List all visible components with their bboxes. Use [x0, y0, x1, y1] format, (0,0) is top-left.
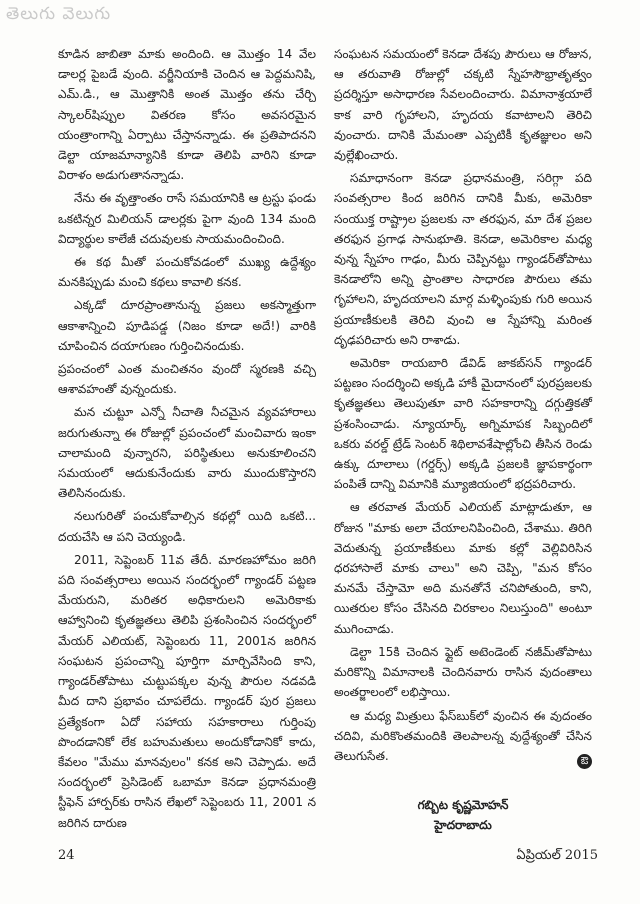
paragraph: డెల్టా 15కి చెందిన ఫ్లైట్ అటెండెంట్ నజీమ్‌తోపాటు మరికొన్ని విమానాలకి చెందినవారు రాసిన వుదంతాలు అంతర్జాలంలో లభిస్తాయి.	[334, 644, 592, 700]
paragraph: అమెరికా రాయబారి డేవిడ్ జాకబ్‌సన్ గ్యాండర్ పట్టణం సందర్శించి అక్కడి హాకీ మైదానంలో పురప్రజలకు కృతజ్ఞతలు తెలుపుతూ వారి సహకారాన్ని దగ్గుత్తికతో ప్రశంసించాడు. న్యూయార్క్ అగ్నిమాపక సిబ్బందిలో ఒకరు వరల్డ్ ట్రేడ్ సెంటర్ శిథిలావశేషాల్లోంచి తీసిన రెండు ఉక్కు దూలాలు (గర్డర్స్) అక్కడి ప్రజలకి జ్ఞాపకార్థంగా పంపితే దాన్ని విమానికి మ్యూజియంలో భద్రపరిచారు.	[334, 356, 592, 492]
paragraph: ఆ మధ్య మిత్రులు ఫేస్‌బుక్‌లో వుంచిన ఈ వుదంతం చదివి, మరికొంతమందికి తెలపాలన్న వుద్దేశ్యంతో చేసిన తెలుగుసేత.	[334, 708, 592, 763]
paragraph: కూడిన జాబితా మాకు అందింది. ఆ మొత్తం 14 వేల డాలర్ల పైబడే వుంది. వర్జీనియాకి చెందిన ఆ పెద్దమనిషి, ఎమ్.డి., ఆ మొత్తానికి అంత మొత్తం తను చేర్చి స్కాలర్‌షిప్పుల వితరణ కోసం అవసరమైన యంత్రాంగాన్ని ఏర్పాటు చేస్తానన్నాడు. ఈ ప్రతిపాదనని డెల్టా యాజమాన్యానికి కూడా తెలిపి వారిని కూడా విరాళం అడుగుతానన్నాడు.	[58, 47, 316, 183]
left-column	[58, 44, 316, 836]
page-number: 24	[58, 848, 75, 863]
article-page	[58, 44, 606, 844]
author-name: గబ్బిట కృష్ణమోహన్	[417, 798, 509, 813]
end-mark-icon: ఔ	[577, 754, 592, 769]
paragraph: సంఘటన సమయంలో కెనడా దేశపు పౌరులు ఆ రోజున, ఆ తరువాతి రోజుల్లో చక్కటి స్నేహసౌభ్రాతృత్వం ప్రదర్శిస్తూ అసాధారణ సేవలందించారు. విమానాశ్రయాలే కాక వారి గృహాలని, హృదయ కవాటాలని తెరిచి వుంచారు. దానికి మేమంతా ఎప్పటికీ కృతజ్ఞులం అని వుల్లేఖించారు.	[334, 47, 592, 163]
paragraph: 2011, సెప్టెంబర్ 11వ తేదీ. మారణహోమం జరిగి పది సంవత్సరాలు అయిన సందర్భంలో గ్యాండర్ పట్టణ మేయరుని, మరితర అధికారులని అమెరికాకు ఆహ్వానించి కృతజ్ఞతలు తెలిపి ప్రశంసించిన సందర్భంలో మేయర్ ఎలియట్, సెప్టెంబరు 11, 2001న జరిగిన సంఘటన ప్రపంచాన్ని పూర్తిగా మార్చివేసింది కాని, గ్యాండర్‌తోపాటు చుట్టుపక్కల వున్న పౌరుల నడవడి మీద దాని ప్రభావం చూపలేదు. గ్యాండర్ పుర ప్రజలు ప్రత్యేకంగా ఏదో సహాయ సహకారాలు గుర్తింపు పొందడానికో లేక బహుమతులు అందుకోడానికో కాదు, కేవలం "మేము మానవులం" కనక అని చెప్పాడు. అదే సందర్భంలో ప్రెసిడెంట్ ఒబామా కెనడా ప్రధానమంత్రి స్టీఫెన్ హార్పర్‌కు రాసిన లేఖలో సెప్టెంబరు 11, 2001 న జరిగిన దారుణ	[58, 552, 316, 830]
issue-date: ఏప్రియల్ 2015	[516, 848, 598, 863]
paragraph: మన చుట్టూ ఎన్నో నీచాతి నీచమైన వ్యవహారాలు జరుగుతున్నా ఈ రోజుల్లో ప్రపంచంలో మంచివారు ఇంకా చాలామంది వున్నారని, పరిస్థితులు అనుకూలించని సమయంలో ఆదుకునేందుకు వారు ముందుకొస్తారని తెలిసినందుకు.	[58, 405, 316, 501]
paragraph: ఈ కథ మీతో పంచుకోవడంలో ముఖ్య ఉద్దేశ్యం మనకిప్పుడు మంచి కథలు కావాలి కనక.	[58, 255, 316, 290]
paragraph: ప్రపంచంలో ఎంత మంచితనం వుందో స్మరణకి వచ్చి ఆశావహంతో వున్నందుకు.	[58, 362, 316, 397]
right-column	[334, 44, 592, 835]
author-city: హైదరాబాదు	[434, 818, 492, 833]
signature	[334, 795, 592, 835]
paragraph: నలుగురితో పంచుకోవాల్సిన కథల్లో యిది ఒకటి... దయచేసి ఆ పని చెయ్యండి.	[58, 509, 316, 544]
paragraph: సమాధానంగా కెనడా ప్రధానమంత్రి, సరిగ్గా పది సంవత్సరాల కింద జరిగిన దానికి మీకు, అమెరికా సంయుక్త రాష్ట్రాల ప్రజలకు నా తరఫున, మా దేశ ప్రజల తరఫున ప్రగాఢ సానుభూతి. కెనడా, అమెరికాల మధ్య వున్న స్నేహం గాఢం, మీరు చెప్పినట్టు గ్యాండర్‌తోపాటు కెనడాలోని అన్ని ప్రాంతాల సాధారణ పౌరులు తమ గృహాలని, హృదయాలని మార్గ మళ్ళింపుకు గురి అయిన ప్రయాణీకులకి తెరిచి వుంచి ఆ స్నేహాన్ని మరింత దృఢపరిచారు అని రాశాడు.	[334, 171, 592, 347]
paragraph: ఎక్కడో దూరప్రాంతానున్న ప్రజలు అకస్మాత్తుగా ఆకాశాన్నించి పూడిపడ్డ (నిజం కూడా అదే!) వారికి చూపించిన దయాగుణం గుర్తించినందుకు.	[58, 298, 316, 353]
masthead-logo: తెలుగు వెలుగు	[6, 4, 112, 24]
right-paragraphs	[334, 44, 592, 766]
paragraph: ఆ తరవాత మేయర్ ఎలియట్ మాట్లాడుతూ, ఆ రోజున "మాకు అలా చేయాలనిపించింది, చేశాము. తిరిగి వెదుతున్న ప్రయాణీకులు మాకు కల్లో వెల్లివిరిసిన ధరహాసాలే మాకు చాలు" అని చెప్పి, "మన కోసం మనమే చేస్తామో అది మనతోనే చనిపోతుంది, కాని, యితరుల కోసం చేసినది చిరకాలం నిలుస్తుంది" అంటూ ముగించాడు.	[334, 500, 592, 636]
paragraph: నేను ఈ వృత్తాంతం రాసే సమయానికి ఆ ట్రస్టు ఫండు ఒకటిన్నర మిలియన్ డాలర్లకు పైగా వుంది 134 మంది విద్యార్థుల కాలేజీ చదువులకు సాయమందించింది.	[58, 191, 316, 246]
